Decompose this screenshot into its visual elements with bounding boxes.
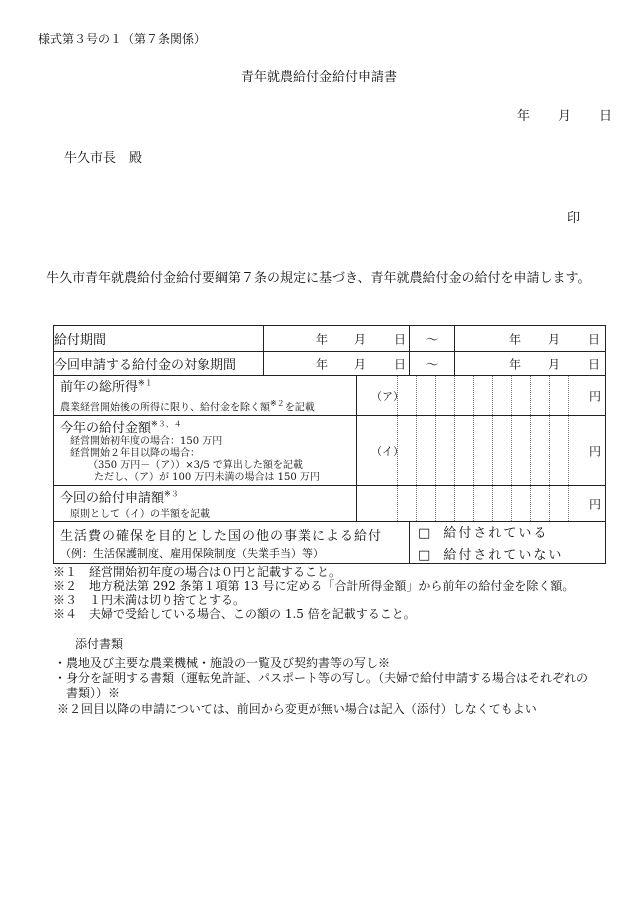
- month-label: 月: [548, 357, 561, 371]
- this-year-amount-label: 今年の給付金額: [60, 421, 152, 436]
- note-ref: ※３: [164, 489, 179, 499]
- request-amount-label-cell: [54, 486, 357, 522]
- note-ref: ※３、４: [151, 419, 182, 429]
- request-amount-row: [54, 486, 606, 522]
- previous-income-amount[interactable]: [357, 376, 606, 416]
- note-4: ※４ 夫婦で受給している場合、この額の 1.5 倍を記載すること。: [53, 607, 416, 621]
- yen-unit: 円: [588, 389, 601, 403]
- request-amount[interactable]: [357, 486, 606, 522]
- addressee: 牛久市長 殿: [64, 151, 143, 166]
- day-label: 日: [394, 357, 407, 371]
- this-year-amount[interactable]: [357, 416, 606, 486]
- this-year-amount-row: [54, 416, 606, 486]
- amount-mark-a: （ア）: [371, 389, 404, 403]
- amount-mark-i: （イ）: [371, 444, 404, 458]
- page-title: 青年就農給付金給付申請書: [241, 70, 398, 85]
- period-separator: ～: [410, 326, 455, 352]
- date-year-label: 年: [517, 109, 531, 124]
- digit-grid: [397, 376, 587, 415]
- target-period-end[interactable]: [455, 352, 606, 376]
- request-amount-note: 原則として（イ）の半額を記載: [70, 508, 210, 520]
- note-ref: ※１: [138, 379, 153, 388]
- previous-income-label-cell: [54, 376, 357, 416]
- year-label: 年: [316, 332, 329, 346]
- attachment-item-2: ・身分を証明する書類（運転免許証、パスポート等の写し。（夫婦で給付申請する場合はそれぞれの: [54, 671, 589, 685]
- notes-list: [53, 565, 574, 621]
- this-year-note-4: ただし、（ア）が 100 万円未満の場合は 150 万円: [94, 472, 320, 483]
- digit-grid: [397, 486, 587, 521]
- option-not-received-label: 給付されていない: [443, 548, 564, 563]
- note-ref: ※２: [270, 399, 285, 409]
- other-benefit-label-cell: [54, 522, 410, 564]
- digit-grid: [397, 416, 587, 485]
- benefit-period-row: [54, 326, 606, 352]
- year-label: 年: [316, 357, 329, 371]
- form-number: 様式第３号の１（第７条関係）: [38, 32, 207, 46]
- month-label: 月: [354, 357, 367, 371]
- month-label: 月: [548, 332, 561, 346]
- year-label: 年: [509, 332, 522, 346]
- seal-mark: 印: [567, 211, 581, 226]
- previous-income-row: [54, 376, 606, 416]
- previous-income-note: 農業経営開始後の所得に限り、給付金を除く額: [60, 402, 270, 414]
- month-label: 月: [354, 332, 367, 346]
- previous-income-note-tail: を記載: [284, 402, 315, 414]
- yen-unit: 円: [588, 444, 601, 458]
- note-2: ※２ 地方税法第 292 条第１項第 13 号に定める「合計所得金額」から前年の給付金を除く額。: [53, 579, 575, 593]
- date-day-label: 日: [599, 109, 613, 124]
- target-period-row: [54, 352, 606, 376]
- option-received-label: 給付されている: [443, 526, 549, 541]
- benefit-period-start[interactable]: [264, 326, 410, 352]
- target-period-start[interactable]: [264, 352, 410, 376]
- attachment-item-2-cont: 書類））※: [66, 686, 121, 700]
- day-label: 日: [588, 332, 601, 346]
- other-benefit-label: 生活費の確保を目的とした国の他の事業による給付: [60, 529, 383, 544]
- other-benefit-example: （例：生活保護制度、雇用保険制度（失業手当）等）: [60, 547, 324, 560]
- target-period-label: 今回申請する給付金の対象期間: [54, 352, 264, 376]
- day-label: 日: [394, 332, 407, 346]
- note-1: ※１ 経営開始初年度の場合は０円と記載すること。: [53, 565, 342, 579]
- year-label: 年: [509, 357, 522, 371]
- this-year-note-2: 経営開始２年目以降の場合：: [70, 448, 200, 459]
- benefit-period-end[interactable]: [455, 326, 606, 352]
- period-separator: ～: [410, 352, 455, 376]
- previous-income-label: 前年の総所得: [60, 380, 139, 396]
- this-year-note-3: （350 万円－（ア））×3/5 で算出した額を記載: [88, 460, 303, 471]
- other-benefit-row: [54, 522, 606, 564]
- this-year-amount-label-cell: [54, 416, 357, 486]
- application-table: [53, 325, 606, 564]
- option-not-received[interactable]: [418, 544, 605, 563]
- attachments-heading: 添付書類: [75, 637, 124, 651]
- checkbox-icon[interactable]: □: [418, 548, 431, 563]
- date-month-label: 月: [558, 109, 572, 124]
- application-statement: 牛久市青年就農給付金給付要綱第７条の規定に基づき、青年就農給付金の給付を申請します。: [46, 271, 591, 286]
- option-received[interactable]: [418, 522, 605, 541]
- day-label: 日: [588, 357, 601, 371]
- yen-unit: 円: [588, 497, 601, 511]
- attachment-item-1: ・農地及び主要な農業機械・施設の一覧及び契約書等の写し※: [54, 656, 391, 670]
- note-3: ※３ １円未満は切り捨てとする。: [53, 593, 246, 607]
- checkbox-icon[interactable]: □: [418, 526, 431, 541]
- this-year-note-1: 経営開始初年度の場合：150 万円: [70, 436, 223, 447]
- benefit-period-label: 給付期間: [54, 326, 264, 352]
- attachment-footnote: ※２回目以降の申請については、前回から変更が無い場合は記入（添付）しなくてもよい: [57, 702, 537, 716]
- request-amount-label: 今回の給付申請額: [60, 490, 165, 506]
- other-benefit-options: [410, 522, 606, 564]
